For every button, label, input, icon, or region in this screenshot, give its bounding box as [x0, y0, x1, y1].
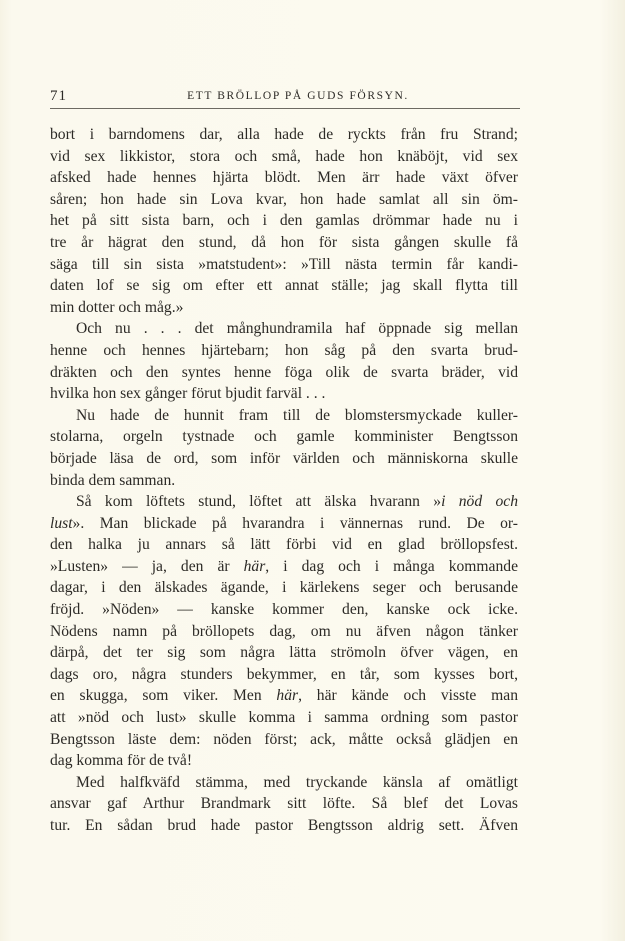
text-segment: såren; hon hade sin Lova kvar, hon hade samlat all sin öm- [50, 190, 518, 208]
text-segment: Och nu . . . det månghundramila haf öppnade sig mellan [76, 320, 518, 338]
text-segment: ». Man blickade på hvarandra i vännernas rund. De or- [72, 514, 518, 532]
running-head: ETT BRÖLLOP PÅ GUDS FÖRSYN. [187, 90, 409, 102]
text-line [50, 772, 518, 794]
text-segment: binda dem samman. [50, 471, 176, 489]
text-segment: tre år hägrat den stund, då hon för sista gången skulle få [50, 233, 518, 251]
text-segment: dagar, i den älskades ägande, i kärlekens seger och berusande [50, 579, 518, 597]
text-segment: »Lusten» — ja, den är [50, 557, 244, 575]
text-segment: min dotter och måg.» [50, 298, 184, 316]
text-line [50, 556, 518, 578]
text-segment: bort i barndomens dar, alla hade de ryckts från fru Strand; [50, 126, 518, 143]
text-segment: att »nöd och lust» skulle komma i samma ordning som pastor [50, 709, 518, 727]
text-segment: den halka ju annars så lätt förbi vid en glad bröllopsfest. [50, 536, 518, 554]
text-line [50, 448, 518, 470]
text-line [50, 405, 518, 427]
text-line [50, 167, 518, 189]
text-segment: Bengtsson läste dem: nöden först; ack, måtte också glädjen en [50, 730, 518, 748]
text-line [50, 707, 518, 729]
text-line [50, 318, 518, 340]
text-line [50, 513, 518, 535]
text-line [50, 729, 518, 751]
text-line [50, 189, 518, 211]
text-line [50, 254, 518, 276]
text-line [50, 383, 518, 405]
text-line [50, 470, 518, 492]
text-line [50, 577, 518, 599]
text-segment: , i dag och i många kommande [265, 557, 518, 575]
italic-text: lust [50, 514, 73, 532]
text-line [50, 491, 518, 513]
text-line [50, 793, 518, 815]
text-line [50, 534, 518, 556]
text-segment: het på sitt sista barn, och i den gamlas drömmar hade nu i [50, 212, 518, 230]
text-segment: henne och hennes hjärtebarn; hon såg på den svarta brud- [50, 341, 518, 359]
text-segment: en skugga, som viker. Men [50, 687, 277, 705]
text-line [50, 642, 518, 664]
page-header [50, 86, 520, 109]
text-line [50, 275, 518, 297]
italic-text: här [243, 557, 266, 575]
text-segment: Nu hade de hunnit fram till de blomstersmyckade kuller- [76, 406, 518, 424]
text-segment: Med halfkväfd stämma, med tryckande känsla af omätligt [76, 773, 518, 791]
italic-text: här [276, 687, 299, 705]
text-segment: dag komma för de två! [50, 752, 193, 770]
text-line [50, 750, 518, 772]
text-segment: tur. En sådan brud hade pastor Bengtsson aldrig sett. Äfven [50, 817, 518, 834]
text-segment: ansvar gaf Arthur Brandmark sitt löfte. Så blef det Lovas [50, 795, 518, 813]
text-segment: dags oro, några stunders bekymmer, en tår, som kysses bort, [50, 665, 518, 683]
body-text [50, 124, 518, 837]
text-segment: säga till sin sista »matstudent»: »Till nästa termin får kandi- [50, 255, 518, 273]
text-segment: daten lof se sig om efter ett annat ställe; jag skall flytta till [50, 277, 518, 295]
text-segment: dräkten och den syntes henne föga olik de svarta bräder, vid [50, 363, 518, 381]
text-segment: började läsa de ord, som inför världen och människorna skulle [50, 449, 518, 467]
text-line [50, 426, 518, 448]
text-line [50, 362, 518, 384]
text-line [50, 124, 518, 146]
text-segment: hvilka hon sex gånger förut bjudit farväl . . . [50, 385, 326, 403]
text-segment: vid sex likkistor, stora och små, hade hon knäböjt, vid sex [50, 147, 518, 165]
text-line [50, 685, 518, 707]
text-line [50, 815, 518, 837]
text-line [50, 340, 518, 362]
text-line [50, 621, 518, 643]
page-number: 71 [50, 88, 67, 104]
text-line [50, 664, 518, 686]
text-segment: afsked hade hennes hjärta blödt. Men ärr hade växt öfver [50, 169, 518, 187]
text-segment: därpå, det ter sig som några lätta strömoln öfver vägen, en [50, 644, 518, 662]
text-segment: stolarna, orgeln tystnade och gamle komminister Bengtsson [50, 428, 518, 446]
text-line [50, 210, 518, 232]
text-line [50, 599, 518, 621]
text-line [50, 146, 518, 168]
italic-text: i nöd och [441, 493, 518, 511]
text-segment: , här kände och visste man [298, 687, 518, 705]
text-segment: fröjd. »Nöden» — kanske kommer den, kanske ock icke. [50, 601, 518, 619]
text-segment: Så kom löftets stund, löftet att älska hvarann » [76, 493, 442, 511]
text-line [50, 297, 518, 319]
text-line [50, 232, 518, 254]
text-segment: Nödens namn på bröllopets dag, om nu äfven någon tänker [50, 622, 518, 640]
